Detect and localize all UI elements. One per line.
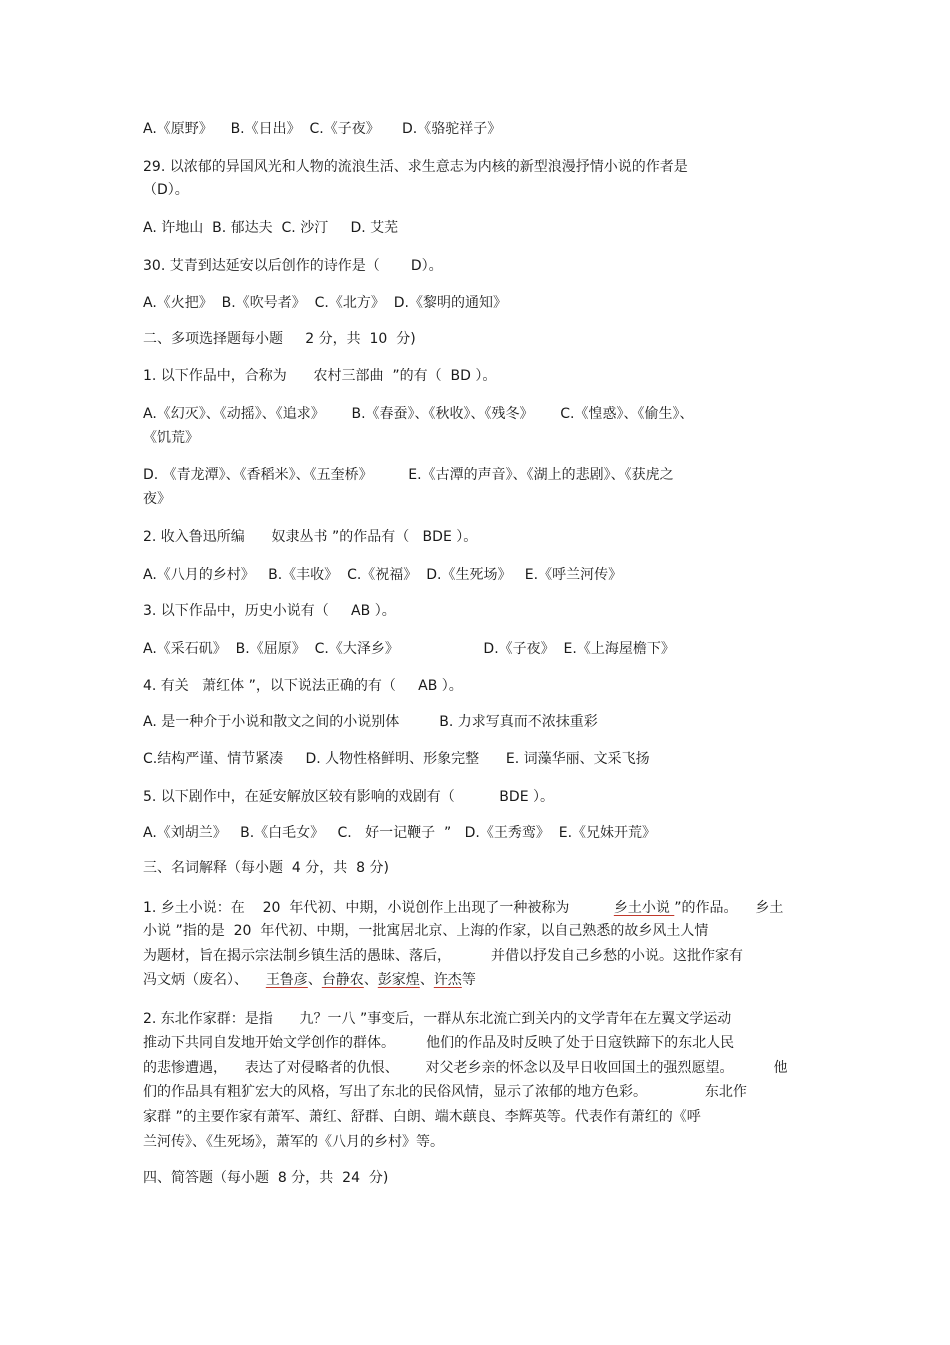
s2-q3-question: 3. 以下作品中，历史小说有（ AB ）。 bbox=[143, 603, 396, 619]
author-name: 彭家煌 bbox=[377, 972, 420, 988]
author-name: 台静农 bbox=[321, 972, 364, 988]
section2-heading: 二、多项选择题每小题 2 分，共 10 分) bbox=[143, 331, 416, 347]
term2-line4: 们的作品具有粗犷宏大的风格，写出了东北的民俗风情，显示了浓郁的地方色彩。 东北作 bbox=[143, 1084, 747, 1100]
s2-q1-options-ac: A.《幻灭》、《动摇》、《追求》 B.《春蚕》、《秋收》、《残冬》 C.《惶惑》、《偷生》、 bbox=[143, 406, 694, 422]
q29-options: A. 许地山 B. 郁达夫 C. 沙汀 D. 艾芜 bbox=[143, 220, 399, 236]
q29-question: 29. 以浓郁的异国风光和人物的流浪生活、求生意志为内核的新型浪漫抒情小说的作者是 bbox=[143, 159, 688, 175]
s2-q5-question: 5. 以下剧作中，在延安解放区较有影响的戏剧有（ BDE ）。 bbox=[143, 789, 554, 805]
s2-q1-options-ac-cont: 《饥荒》 bbox=[143, 430, 199, 446]
s2-q4-options-1: A. 是一种介于小说和散文之间的小说别体 B. 力求写真而不浓抹重彩 bbox=[143, 714, 598, 730]
term1-line4: 冯文炳（废名）、 王鲁彦、台静农、彭家煌、许杰等 bbox=[143, 972, 476, 988]
term2-line3: 的悲惨遭遇， 表达了对侵略者的仇恨、 对父老乡亲的怀念以及早日收回国土的强烈愿望。 他 bbox=[143, 1060, 788, 1076]
q29-answer: （D）。 bbox=[143, 182, 189, 198]
q30-options: A.《火把》 B.《吹号者》 C.《北方》 D.《黎明的通知》 bbox=[143, 295, 507, 311]
s2-q1-options-de-cont: 夜》 bbox=[143, 491, 171, 507]
term2-line2: 推动下共同自发地开始文学创作的群体。 他们的作品及时反映了处于日寇铁蹄下的东北人民 bbox=[143, 1035, 735, 1051]
section4-heading: 四、简答题（每小题 8 分，共 24 分) bbox=[143, 1170, 389, 1186]
term1-line1: 1. 乡土小说：在 20 年代初、中期，小说创作上出现了一种被称为 乡土小说 ”的作品。 乡土 bbox=[143, 900, 784, 916]
s2-q2-question: 2. 收入鲁迅所编 奴隶丛书 ”的作品有（ BDE ）。 bbox=[143, 529, 478, 545]
s2-q1-options-de: D. 《青龙潭》、《香稻米》、《五奎桥》 E.《古潭的声音》、《湖上的悲剧》、《获虎之 bbox=[143, 467, 674, 483]
term-underlined: 乡土小说 bbox=[613, 900, 675, 916]
q30-question: 30. 艾青到达延安以后创作的诗作是（ D）。 bbox=[143, 258, 443, 274]
q28-options: A.《原野》 B.《日出》 C.《子夜》 D.《骆驼祥子》 bbox=[143, 121, 502, 137]
author-name: 王鲁彦 bbox=[265, 972, 308, 988]
term2-line5: 家群 ”的主要作家有萧军、萧红、舒群、白朗、端木蕻良、李辉英等。代表作有萧红的《呼 bbox=[143, 1109, 701, 1125]
s2-q2-options: A.《八月的乡村》 B.《丰收》 C.《祝福》 D.《生死场》 E.《呼兰河传》 bbox=[143, 567, 623, 583]
s2-q1-question: 1. 以下作品中，合称为 农村三部曲 ”的有（ BD ）。 bbox=[143, 368, 497, 384]
section3-heading: 三、名词解释（每小题 4 分，共 8 分) bbox=[143, 860, 389, 876]
s2-q5-options: A.《刘胡兰》 B.《白毛女》 C. 好一记鞭子 ” D.《王秀鸾》 E.《兄妹开荒》 bbox=[143, 825, 657, 841]
term1-line3: 为题材，旨在揭示宗法制乡镇生活的愚昧、落后， 并借以抒发自己乡愁的小说。这批作家有 bbox=[143, 948, 744, 964]
term2-line6: 兰河传》、《生死场》，萧军的《八月的乡村》等。 bbox=[143, 1134, 444, 1150]
s2-q4-options-2: C.结构严谨、情节紧凑 D. 人物性格鲜明、形象完整 E. 词藻华丽、文采飞扬 bbox=[143, 751, 650, 767]
author-name: 许杰 bbox=[433, 972, 462, 988]
s2-q3-options: A.《采石矶》 B.《屈原》 C.《大泽乡》 D.《子夜》 E.《上海屋檐下》 bbox=[143, 641, 675, 657]
term2-line1: 2. 东北作家群：是指 九？一八 ”事变后，一群从东北流亡到关内的文学青年在左翼文学运动 bbox=[143, 1011, 732, 1027]
term1-line2: 小说 ”指的是 20 年代初、中期，一批寓居北京、上海的作家，以自己熟悉的故乡风土人情 bbox=[143, 923, 709, 939]
s2-q4-question: 4. 有关 萧红体 ”，以下说法正确的有（ AB ）。 bbox=[143, 678, 463, 694]
